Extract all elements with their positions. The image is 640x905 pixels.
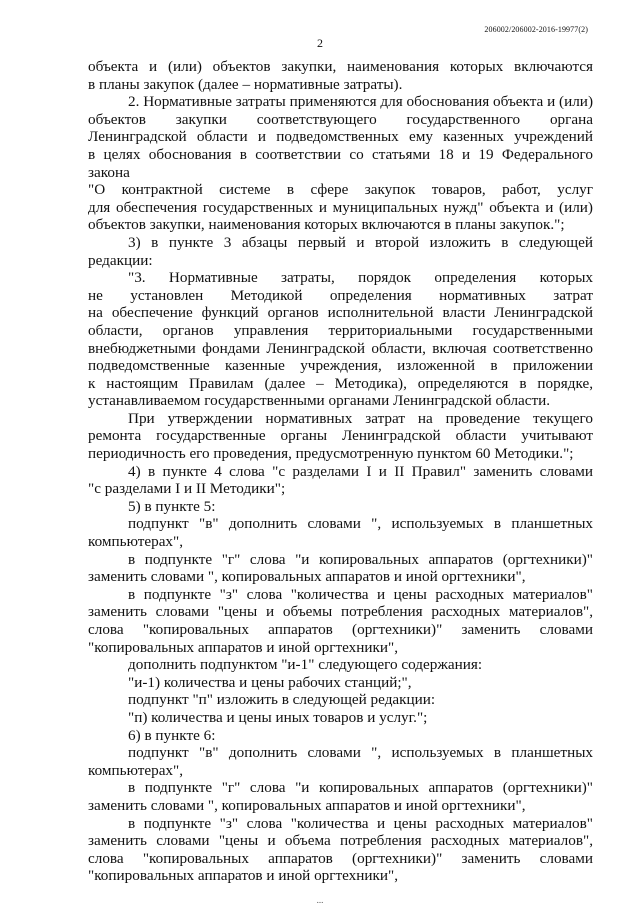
text-line: компьютерах", <box>88 533 184 551</box>
text-line: слова "копировальных аппаратов (оргтехники)" заменить словами <box>88 849 593 867</box>
text-line: в целях обоснования в соответствии со статьями 18 и 19 Федерального закона <box>88 145 593 181</box>
text-line: для обеспечения государственных и муниципальных нужд" объекта и (или) <box>88 198 593 216</box>
document-id: 206002/206002-2016-19977(2) <box>484 25 588 34</box>
text-line: "копировальных аппаратов и иной оргтехники", <box>88 638 399 656</box>
text-line: подпункт "в" дополнить словами ", используемых в планшетных <box>128 515 593 533</box>
text-line: периодичность его проведения, предусмотренную пунктом 60 Методики."; <box>88 445 574 463</box>
text-line: заменить словами ", копировальных аппаратов и иной оргтехники", <box>88 568 526 586</box>
text-line: в планы закупок (далее – нормативные затраты). <box>88 75 403 93</box>
text-line: подпункт "в" дополнить словами ", используемых в планшетных <box>128 744 593 762</box>
text-line: "и-1) количества и цены рабочих станций;", <box>128 673 412 691</box>
text-line: устанавливаемом государственными органами Ленинградской области. <box>88 392 551 410</box>
text-line: заменить словами "цены и объема потребления расходных материалов", <box>88 832 593 850</box>
text-line: "копировальных аппаратов и иной оргтехники", <box>88 867 399 885</box>
page-bottom-mark: ... <box>316 895 324 905</box>
text-line: в подпункте "з" слова "количества и цены расходных материалов" <box>128 814 593 832</box>
text-line: "п) количества и цены иных товаров и услуг."; <box>128 708 428 726</box>
text-line: области, органов управления территориальными государственными <box>88 321 593 339</box>
text-line: объектов закупки соответствующего государственного органа <box>88 110 593 128</box>
text-line: дополнить подпунктом "и-1" следующего содержания: <box>128 656 483 674</box>
text-line: в подпункте "з" слова "количества и цены расходных материалов" <box>128 585 593 603</box>
text-line: подведомственные казенные учреждения, изложенной в приложении <box>88 357 593 375</box>
text-line: не установлен Методикой определения нормативных затрат <box>88 286 593 304</box>
text-line: к настоящим Правилам (далее – Методика), определяются в порядке, <box>88 374 593 392</box>
document-body <box>88 58 593 885</box>
text-line: заменить словами ", копировальных аппаратов и иной оргтехники", <box>88 796 526 814</box>
text-line: компьютерах", <box>88 761 184 779</box>
text-line: заменить словами "цены и объемы потребления расходных материалов", <box>88 603 593 621</box>
text-line: 5) в пункте 5: <box>128 497 216 515</box>
text-line: объектов закупки, наименования которых включаются в планы закупок."; <box>88 216 565 234</box>
text-line: 3) в пункте 3 абзацы первый и второй изложить в следующей редакции: <box>88 233 593 269</box>
text-line: 2. Нормативные затраты применяются для обоснования объекта и (или) <box>128 93 593 111</box>
text-line: "3. Нормативные затраты, порядок определения которых <box>128 269 593 287</box>
text-line: 4) в пункте 4 слова "с разделами I и II Правил" заменить словами <box>128 462 593 480</box>
text-line: При утверждении нормативных затрат на проведение текущего <box>128 409 593 427</box>
text-line: ремонта государственные органы Ленинградской области учитывают <box>88 427 593 445</box>
text-line: внебюджетными фондами Ленинградской области, включая соответственно <box>88 339 593 357</box>
text-line: в подпункте "г" слова "и копировальных аппаратов (оргтехники)" <box>128 779 593 797</box>
text-line: на обеспечение функций органов исполнительной власти Ленинградской <box>88 304 593 322</box>
text-line: в подпункте "г" слова "и копировальных аппаратов (оргтехники)" <box>128 550 593 568</box>
page-number: 2 <box>317 36 323 50</box>
text-line: "О контрактной системе в сфере закупок товаров, работ, услуг <box>88 181 593 199</box>
text-line: 6) в пункте 6: <box>128 726 216 744</box>
text-line: подпункт "п" изложить в следующей редакции: <box>128 691 436 709</box>
text-line: слова "копировальных аппаратов (оргтехники)" заменить словами <box>88 621 593 638</box>
text-line: объекта и (или) объектов закупки, наименования которых включаются <box>88 58 593 75</box>
text-line: "с разделами I и II Методики"; <box>88 480 286 498</box>
text-line: Ленинградской области и подведомственных ему казенных учреждений <box>88 128 593 146</box>
